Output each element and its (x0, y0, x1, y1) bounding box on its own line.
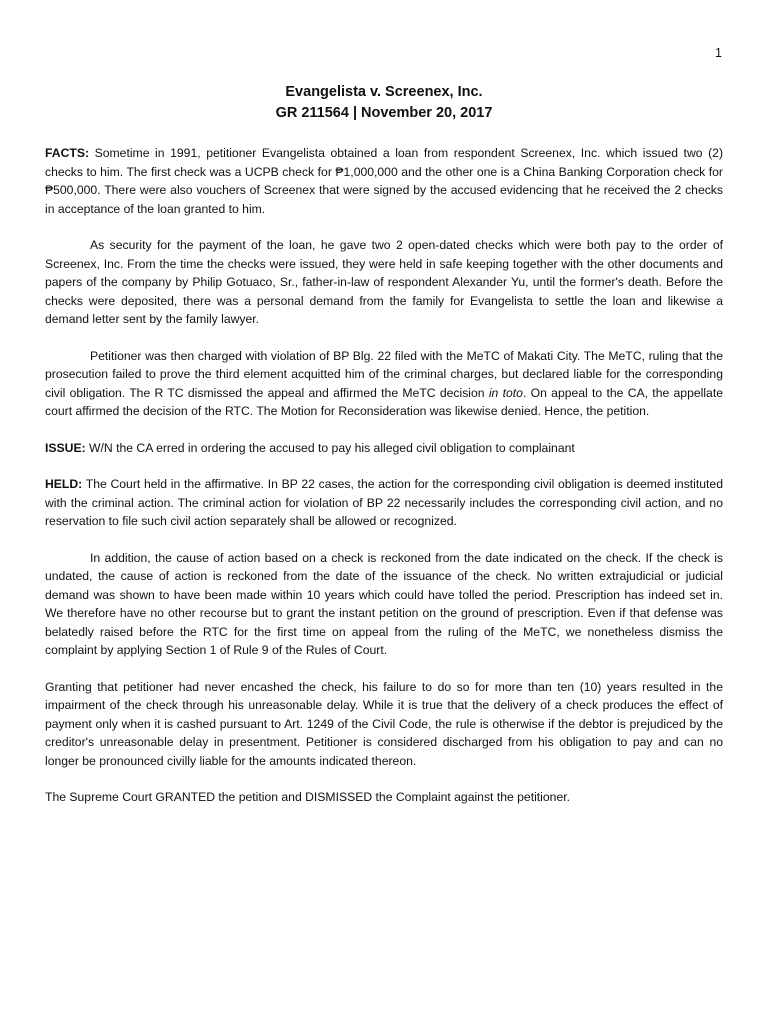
issue-text: W/N the CA erred in ordering the accused to pay his alleged civil obligation to complainant (85, 440, 575, 455)
facts-text-3-italic: in toto (488, 385, 523, 400)
facts-label: FACTS: (45, 146, 90, 160)
facts-paragraph-1 (45, 144, 723, 218)
held-paragraph-1 (45, 475, 723, 531)
facts-paragraph-3 (45, 347, 723, 421)
facts-text-1: Sometime in 1991, petitioner Evangelista obtained a loan from respondent Screenex, Inc. which issued two (2) checks to him. The first check was a UCPB check for ₱1,000,000 and the other one is a China Banking Corporation check for ₱500,000. There were also vouchers of Screenex that were signed by the accused evidencing that he received the 2 checks in acceptance of the loan granted to him. (45, 146, 724, 216)
held-paragraph-4: The Supreme Court GRANTED the petition and DISMISSED the Complaint against the petitioner. (45, 790, 570, 804)
issue-paragraph (45, 439, 723, 458)
facts-paragraph-2: As security for the payment of the loan, he gave two 2 open-dated checks which were both pay to the order of Screenex, Inc. From the time the checks were issued, they were held in safe keeping together with the other documents and papers of the company by Philip Gotuaco, Sr., father-in-law of respondent Alexander Yu, until the former's death. Before the checks were deposited, there was a personal demand from the family for Evangelista to settle the loan and likewise a demand letter sent by the family lawyer. (45, 238, 723, 326)
page-number: 1 (715, 46, 722, 60)
held-paragraph-2: In addition, the cause of action based on a check is reckoned from the date indicated on the check. If the check is undated, the cause of action is reckoned from the date of the issuance of the check. No written extrajudicial or judicial demand was shown to have been made within 10 years which could have tolled the period. Prescription has indeed set in. We therefore have no other recourse but to grant the instant petition on the ground of prescription. Even if that defense was belatedly raised before the RTC for the first time on appeal from the ruling of the MeTC, we nonetheless dismiss the complaint by applying Section 1 of Rule 9 of the Rules of Court. (45, 550, 723, 657)
held-text-1: The Court held in the affirmative. In BP 22 cases, the action for the corresponding civil obligation is deemed instituted with the criminal action. The criminal action for violation of BP 22 necessarily includes the corresponding civil action, and no reservation to file such civil action separately shall be allowed or recognized. (45, 477, 723, 528)
document-body (45, 144, 723, 825)
case-title (0, 82, 768, 124)
held-label: HELD: (45, 477, 83, 491)
facts-text-3b: . On appeal to the CA, the appellate court affirmed the decision of the RTC. The Motion for Reconsideration was likewise denied. Hence, the petition. (45, 385, 724, 418)
held-paragraph-3: Granting that petitioner had never encashed the check, his failure to do so for more than ten (10) years resulted in the impairment of the check through his unreasonable delay. While it is true that the delivery of a check produces the effect of payment only when it is cashed pursuant to Art. 1249 of the Civil Code, the rule is otherwise if the debtor is prejudiced by the creditor's unreasonable delay in presentment. Petitioner is considered discharged from his obligation to pay and can no longer be pronounced civilly liable for the amounts indicated thereon. (45, 679, 723, 768)
case-title-citation: GR 211564 | November 20, 2017 (275, 105, 493, 121)
case-title-name: Evangelista v. Screenex, Inc. (285, 84, 483, 100)
facts-text-3a: Petitioner was then charged with violation of BP Blg. 22 filed with the MeTC of Makati City. The MeTC, ruling that the prosecution failed to prove the third element acquitted him of the criminal charges, but declared liable for the corresponding civil obligation. The R TC dismissed the appeal and affirmed the MeTC decision (45, 348, 723, 400)
issue-label: ISSUE: (45, 440, 86, 455)
